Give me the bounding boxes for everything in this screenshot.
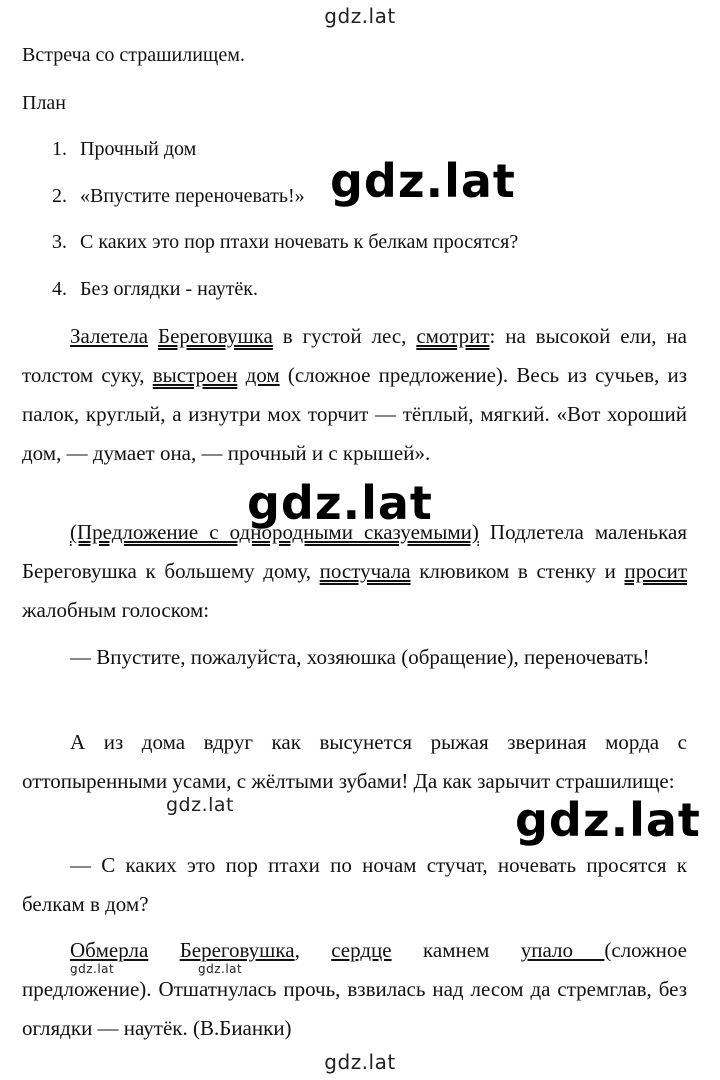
text-run: (сложное предложение). Отшатнулась прочь, взвилась над лесом да стремглав, без оглядки — наутёк. (В.Бианки) [22, 938, 687, 1040]
plan-item-1 [52, 138, 196, 161]
watermark-small: gdz.lat [166, 794, 235, 816]
plan-item-number: 4. [52, 278, 67, 300]
note-text: (Предложение с однородными сказуемыми) [70, 520, 479, 544]
plan-item-4 [52, 278, 258, 301]
text-run: клювиком в стенку и [410, 559, 625, 583]
paragraph-1 [22, 317, 687, 473]
text-run: в густой лес, [272, 324, 417, 348]
plan-item-2 [52, 185, 305, 208]
subject-word: Береговушка [158, 324, 273, 348]
predicate-word: Обмерла [70, 938, 149, 962]
text-run: , [294, 938, 332, 962]
watermark-large: gdz.lat [330, 154, 516, 208]
subject-word: Залетела [70, 324, 149, 348]
watermark-tiny: gdz.lat [70, 962, 115, 976]
text-run: камнем [391, 938, 521, 962]
plan-item-3 [52, 231, 518, 254]
plan-item-text: Без оглядки - наутёк. [80, 278, 259, 300]
plan-item-number: 3. [52, 231, 67, 253]
watermark-bottom: gdz.lat [324, 1050, 396, 1074]
watermark-top: gdz.lat [324, 4, 396, 28]
text-run: (сложное предложение). Весь из сучьев, из палок, круглый, а изнутри мох торчит — тёплый, мягкий. «Вот хороший дом, — думает она, — прочный и с крышей». [22, 363, 687, 465]
paragraph-5: — С каких это пор птахи по ночам стучат, ночевать просятся к белкам в дом? [22, 853, 687, 916]
paragraph-4: А из дома вдруг как высунется рыжая звериная морда с оттопыренными усами, с жёлтыми зубами! Да как зарычит страшилище: [22, 730, 687, 793]
subject-word: дом [245, 363, 280, 387]
predicate-word: упало [520, 938, 605, 962]
text-run: : на высокой ели, на толстом суку, [22, 324, 687, 387]
plan-item-text: Прочный дом [80, 138, 197, 160]
paragraph-2 [22, 513, 687, 630]
predicate-word: просит [624, 559, 687, 583]
plan-item-number: 2. [52, 185, 67, 207]
watermark-large: gdz.lat [515, 793, 701, 847]
paragraph-3: — Впустите, пожалуйста, хозяюшка (обращение), переночевать! [70, 645, 650, 669]
plan-heading: План [22, 92, 67, 114]
watermark-large: gdz.lat [247, 476, 433, 530]
paragraph-6 [22, 931, 687, 1048]
plan-item-text: С каких это пор птахи ночевать к белкам просятся? [80, 231, 519, 253]
text-title: Встреча со страшилищем. [22, 44, 245, 66]
predicate-word: выстроен [152, 363, 238, 387]
predicate-word: смотрит [416, 324, 490, 348]
text-run: Подлетела маленькая Береговушка к большему дому, [22, 520, 687, 583]
watermark-tiny: gdz.lat [198, 962, 243, 976]
subject-word: сердце [331, 938, 392, 962]
plan-item-number: 1. [52, 138, 67, 160]
predicate-word: постучала [319, 559, 411, 583]
plan-item-text: «Впустите переночевать!» [80, 185, 305, 207]
subject-word: Береговушка [179, 938, 295, 962]
text-run: жалобным голоском: [22, 598, 210, 622]
